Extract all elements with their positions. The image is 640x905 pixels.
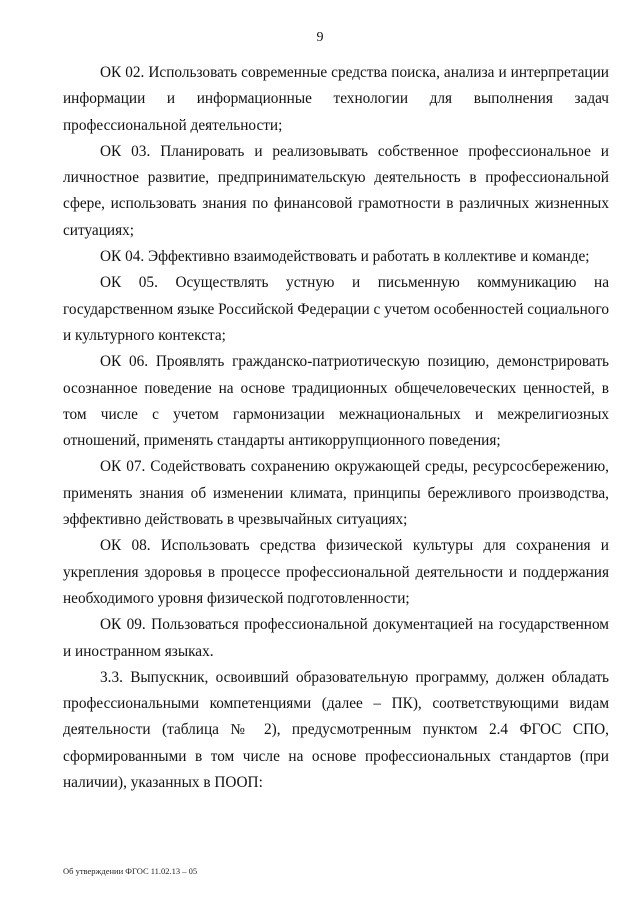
paragraph-ok-07: ОК 07. Содействовать сохранению окружающей среды, ресурсосбережению, применять знания об изменении климата, принципы бережливого производства, эффективно действовать в чрезвычайных ситуациях; — [63, 458, 609, 529]
paragraph-ok-03: ОК 03. Планировать и реализовывать собственное профессиональное и личностное развитие, предпринимательскую деятельность в профессиональной сфере, использовать знания по финансовой грамотности в различных жизненных ситуациях; — [63, 142, 609, 239]
paragraph-ok-02: ОК 02. Использовать современные средства поиска, анализа и интерпретации информации и информационные технологии для выполнения задач профессиональной деятельности; — [63, 64, 609, 134]
paragraph-ok-08: ОК 08. Использовать средства физической культуры для сохранения и укрепления здоровья в процессе профессиональной деятельности и поддержания необходимого уровня физической подготовленности; — [63, 537, 609, 607]
paragraph-ok-04: ОК 04. Эффективно взаимодействовать и работать в коллективе и команде; — [100, 248, 590, 266]
paragraph-ok-06: ОК 06. Проявлять гражданско-патриотическую позицию, демонстрировать осознанное поведение на основе традиционных общечеловеческих ценностей, в том числе с учетом гармонизации межнациональных и межрелигиозных отношений, применять стандарты антикоррупционного поведения; — [63, 353, 609, 450]
paragraph-ok-09: ОК 09. Пользоваться профессиональной документацией на государственном и иностранном языках. — [63, 616, 609, 660]
page-number: 9 — [316, 30, 324, 45]
paragraph-3-3: 3.3. Выпускник, освоивший образовательную программу, должен обладать профессиональными компетенциями (далее – ПК), соответствующими видам деятельности (таблица № 2), предусмотренным пунктом 2.4 ФГОС СПО, сформированными в том числе на основе профессиональных стандартов (при наличии), указанных в ПООП: — [63, 668, 609, 792]
document-body — [63, 60, 609, 796]
paragraph-ok-05: ОК 05. Осуществлять устную и письменную коммуникацию на государственном языке Российской Федерации с учетом особенностей социального и культурного контекста; — [63, 274, 609, 344]
document-footer: Об утверждении ФГОС 11.02.13 – 05 — [63, 866, 198, 876]
